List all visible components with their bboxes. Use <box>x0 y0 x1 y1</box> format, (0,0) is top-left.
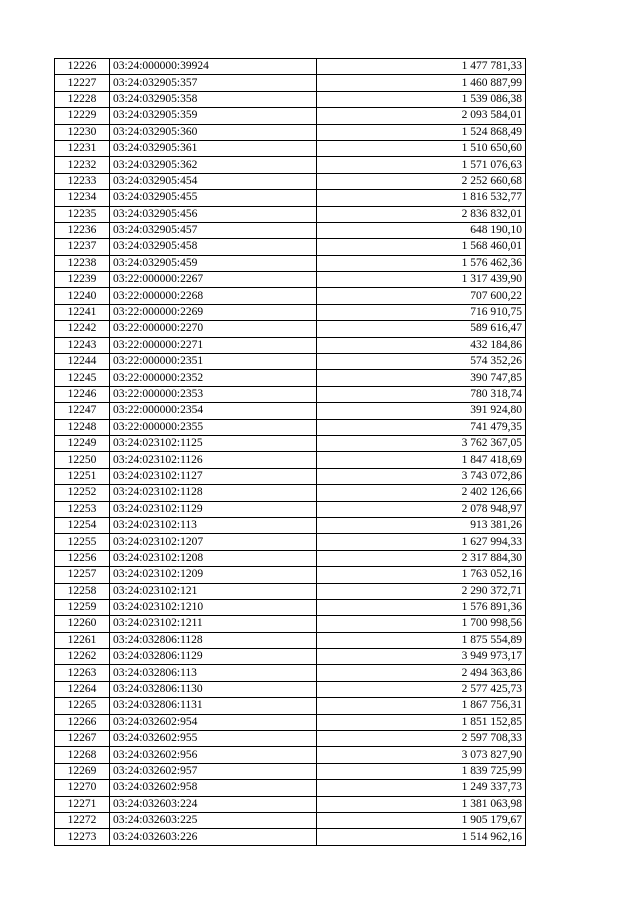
cadastral-value-cell: 1 847 418,69 <box>317 452 526 468</box>
row-number-cell: 12249 <box>55 435 110 451</box>
cadastral-number-cell: 03:24:032603:224 <box>110 796 317 812</box>
row-number-cell: 12259 <box>55 599 110 615</box>
row-number-cell: 12243 <box>55 337 110 353</box>
table-row <box>55 812 526 828</box>
cadastral-value-cell: 1 867 756,31 <box>317 698 526 714</box>
cadastral-value-cell: 1 249 337,73 <box>317 780 526 796</box>
cadastral-number-cell: 03:24:032603:226 <box>110 829 317 845</box>
row-number-cell: 12245 <box>55 370 110 386</box>
cadastral-number-cell: 03:22:000000:2351 <box>110 354 317 370</box>
cadastral-number-cell: 03:24:032905:357 <box>110 75 317 91</box>
cadastral-value-cell: 1 514 962,16 <box>317 829 526 845</box>
cadastral-number-cell: 03:22:000000:2352 <box>110 370 317 386</box>
table-row <box>55 59 526 75</box>
cadastral-value-cell: 1 627 994,33 <box>317 534 526 550</box>
cadastral-value-cell: 1 381 063,98 <box>317 796 526 812</box>
table-row <box>55 91 526 107</box>
cadastral-value-cell: 2 494 363,86 <box>317 665 526 681</box>
cadastral-value-cell: 1 816 532,77 <box>317 190 526 206</box>
cadastral-value-cell: 2 078 948,97 <box>317 501 526 517</box>
row-number-cell: 12231 <box>55 140 110 156</box>
cadastral-value-cell: 589 616,47 <box>317 321 526 337</box>
table-row <box>55 354 526 370</box>
table-row <box>55 272 526 288</box>
cadastral-value-cell: 1 875 554,89 <box>317 632 526 648</box>
row-number-cell: 12272 <box>55 812 110 828</box>
cadastral-number-cell: 03:24:023102:1210 <box>110 599 317 615</box>
cadastral-number-cell: 03:24:032602:956 <box>110 747 317 763</box>
table-row <box>55 731 526 747</box>
cadastral-number-cell: 03:24:032905:360 <box>110 124 317 140</box>
cadastral-number-cell: 03:24:032806:1128 <box>110 632 317 648</box>
cadastral-number-cell: 03:22:000000:2270 <box>110 321 317 337</box>
cadastral-number-cell: 03:22:000000:2271 <box>110 337 317 353</box>
cadastral-number-cell: 03:22:000000:2354 <box>110 403 317 419</box>
cadastral-value-cell: 2 597 708,33 <box>317 731 526 747</box>
cadastral-value-cell: 3 743 072,86 <box>317 468 526 484</box>
table-row <box>55 501 526 517</box>
row-number-cell: 12250 <box>55 452 110 468</box>
cadastral-value-cell: 3 949 973,17 <box>317 649 526 665</box>
row-number-cell: 12239 <box>55 272 110 288</box>
table-row <box>55 124 526 140</box>
cadastral-number-cell: 03:24:032905:457 <box>110 222 317 238</box>
table-row <box>55 747 526 763</box>
row-number-cell: 12273 <box>55 829 110 845</box>
row-number-cell: 12268 <box>55 747 110 763</box>
table-row <box>55 173 526 189</box>
table-row <box>55 452 526 468</box>
table-row <box>55 140 526 156</box>
row-number-cell: 12261 <box>55 632 110 648</box>
row-number-cell: 12262 <box>55 649 110 665</box>
cadastral-number-cell: 03:24:023102:113 <box>110 517 317 533</box>
cadastral-number-cell: 03:24:023102:1207 <box>110 534 317 550</box>
row-number-cell: 12247 <box>55 403 110 419</box>
table-row <box>55 190 526 206</box>
cadastral-number-cell: 03:24:032905:456 <box>110 206 317 222</box>
row-number-cell: 12236 <box>55 222 110 238</box>
row-number-cell: 12242 <box>55 321 110 337</box>
row-number-cell: 12234 <box>55 190 110 206</box>
cadastral-value-cell: 1 905 179,67 <box>317 812 526 828</box>
row-number-cell: 12229 <box>55 108 110 124</box>
cadastral-value-cell: 1 839 725,99 <box>317 763 526 779</box>
cadastral-number-cell: 03:24:032905:458 <box>110 239 317 255</box>
table-row <box>55 632 526 648</box>
cadastral-value-cell: 2 577 425,73 <box>317 681 526 697</box>
table-row <box>55 386 526 402</box>
table-row <box>55 567 526 583</box>
table-body <box>55 59 526 846</box>
cadastral-number-cell: 03:24:023102:1208 <box>110 550 317 566</box>
cadastral-number-cell: 03:24:023102:121 <box>110 583 317 599</box>
cadastral-value-cell: 1 510 650,60 <box>317 140 526 156</box>
table-row <box>55 337 526 353</box>
cadastral-value-cell: 390 747,85 <box>317 370 526 386</box>
row-number-cell: 12235 <box>55 206 110 222</box>
cadastral-value-cell: 574 352,26 <box>317 354 526 370</box>
row-number-cell: 12230 <box>55 124 110 140</box>
cadastral-value-cell: 2 402 126,66 <box>317 485 526 501</box>
cadastral-number-cell: 03:24:032905:459 <box>110 255 317 271</box>
cadastral-value-cell: 3 073 827,90 <box>317 747 526 763</box>
cadastral-value-cell: 1 851 152,85 <box>317 714 526 730</box>
table-row <box>55 485 526 501</box>
cadastral-number-cell: 03:24:032603:225 <box>110 812 317 828</box>
cadastral-value-cell: 2 093 584,01 <box>317 108 526 124</box>
cadastral-number-cell: 03:22:000000:2353 <box>110 386 317 402</box>
table-row <box>55 468 526 484</box>
row-number-cell: 12241 <box>55 304 110 320</box>
row-number-cell: 12257 <box>55 567 110 583</box>
cadastral-number-cell: 03:24:032905:455 <box>110 190 317 206</box>
cadastral-value-cell: 1 571 076,63 <box>317 157 526 173</box>
cadastral-value-cell: 707 600,22 <box>317 288 526 304</box>
row-number-cell: 12256 <box>55 550 110 566</box>
cadastral-number-cell: 03:22:000000:2269 <box>110 304 317 320</box>
row-number-cell: 12270 <box>55 780 110 796</box>
table-row <box>55 681 526 697</box>
table-row <box>55 714 526 730</box>
cadastral-number-cell: 03:24:032806:1130 <box>110 681 317 697</box>
cadastral-value-cell: 913 381,26 <box>317 517 526 533</box>
cadastral-number-cell: 03:24:032905:358 <box>110 91 317 107</box>
table-row <box>55 206 526 222</box>
row-number-cell: 12237 <box>55 239 110 255</box>
cadastral-value-cell: 648 190,10 <box>317 222 526 238</box>
row-number-cell: 12266 <box>55 714 110 730</box>
cadastral-number-cell: 03:24:032905:359 <box>110 108 317 124</box>
row-number-cell: 12254 <box>55 517 110 533</box>
cadastral-number-cell: 03:24:032806:1129 <box>110 649 317 665</box>
table-row <box>55 517 526 533</box>
table-row <box>55 75 526 91</box>
cadastral-value-cell: 1 460 887,99 <box>317 75 526 91</box>
table-row <box>55 763 526 779</box>
cadastral-value-cell: 1 477 781,33 <box>317 59 526 75</box>
row-number-cell: 12260 <box>55 616 110 632</box>
row-number-cell: 12246 <box>55 386 110 402</box>
cadastral-value-cell: 1 568 460,01 <box>317 239 526 255</box>
table-row <box>55 419 526 435</box>
row-number-cell: 12233 <box>55 173 110 189</box>
table-row <box>55 698 526 714</box>
table-row <box>55 157 526 173</box>
cadastral-value-cell: 741 479,35 <box>317 419 526 435</box>
row-number-cell: 12255 <box>55 534 110 550</box>
cadastral-number-cell: 03:24:023102:1128 <box>110 485 317 501</box>
cadastral-value-cell: 716 910,75 <box>317 304 526 320</box>
table-row <box>55 108 526 124</box>
table-row <box>55 780 526 796</box>
cadastral-number-cell: 03:24:023102:1209 <box>110 567 317 583</box>
cadastral-number-cell: 03:24:023102:1125 <box>110 435 317 451</box>
table-row <box>55 321 526 337</box>
row-number-cell: 12248 <box>55 419 110 435</box>
cadastral-number-cell: 03:24:032905:362 <box>110 157 317 173</box>
cadastral-number-cell: 03:22:000000:2355 <box>110 419 317 435</box>
cadastral-value-table <box>54 58 526 846</box>
cadastral-value-cell: 1 763 052,16 <box>317 567 526 583</box>
table-row <box>55 403 526 419</box>
row-number-cell: 12267 <box>55 731 110 747</box>
cadastral-number-cell: 03:24:032602:955 <box>110 731 317 747</box>
row-number-cell: 12258 <box>55 583 110 599</box>
cadastral-value-cell: 1 524 868,49 <box>317 124 526 140</box>
table-row <box>55 288 526 304</box>
cadastral-number-cell: 03:24:023102:1211 <box>110 616 317 632</box>
table-row <box>55 370 526 386</box>
cadastral-number-cell: 03:24:032806:113 <box>110 665 317 681</box>
cadastral-number-cell: 03:24:032806:1131 <box>110 698 317 714</box>
row-number-cell: 12244 <box>55 354 110 370</box>
cadastral-value-cell: 3 762 367,05 <box>317 435 526 451</box>
cadastral-value-cell: 2 290 372,71 <box>317 583 526 599</box>
table-row <box>55 649 526 665</box>
row-number-cell: 12240 <box>55 288 110 304</box>
cadastral-number-cell: 03:22:000000:2267 <box>110 272 317 288</box>
cadastral-value-cell: 780 318,74 <box>317 386 526 402</box>
cadastral-value-cell: 2 836 832,01 <box>317 206 526 222</box>
row-number-cell: 12227 <box>55 75 110 91</box>
table-row <box>55 222 526 238</box>
table-row <box>55 665 526 681</box>
cadastral-number-cell: 03:24:023102:1127 <box>110 468 317 484</box>
table-row <box>55 796 526 812</box>
table-row <box>55 239 526 255</box>
table-row <box>55 616 526 632</box>
row-number-cell: 12269 <box>55 763 110 779</box>
table-row <box>55 304 526 320</box>
row-number-cell: 12265 <box>55 698 110 714</box>
cadastral-value-cell: 1 700 998,56 <box>317 616 526 632</box>
table-row <box>55 583 526 599</box>
table-row <box>55 255 526 271</box>
cadastral-number-cell: 03:24:032905:454 <box>110 173 317 189</box>
table-row <box>55 550 526 566</box>
table-row <box>55 599 526 615</box>
row-number-cell: 12252 <box>55 485 110 501</box>
cadastral-number-cell: 03:24:032602:957 <box>110 763 317 779</box>
row-number-cell: 12238 <box>55 255 110 271</box>
cadastral-number-cell: 03:24:000000:39924 <box>110 59 317 75</box>
cadastral-value-cell: 1 576 462,36 <box>317 255 526 271</box>
row-number-cell: 12253 <box>55 501 110 517</box>
cadastral-value-cell: 391 924,80 <box>317 403 526 419</box>
cadastral-number-cell: 03:22:000000:2268 <box>110 288 317 304</box>
row-number-cell: 12251 <box>55 468 110 484</box>
cadastral-value-cell: 1 317 439,90 <box>317 272 526 288</box>
row-number-cell: 12226 <box>55 59 110 75</box>
row-number-cell: 12232 <box>55 157 110 173</box>
cadastral-value-cell: 2 317 884,30 <box>317 550 526 566</box>
row-number-cell: 12264 <box>55 681 110 697</box>
cadastral-number-cell: 03:24:032602:958 <box>110 780 317 796</box>
cadastral-number-cell: 03:24:032602:954 <box>110 714 317 730</box>
row-number-cell: 12263 <box>55 665 110 681</box>
cadastral-value-cell: 432 184,86 <box>317 337 526 353</box>
cadastral-value-cell: 2 252 660,68 <box>317 173 526 189</box>
cadastral-number-cell: 03:24:032905:361 <box>110 140 317 156</box>
cadastral-number-cell: 03:24:023102:1126 <box>110 452 317 468</box>
table-row <box>55 435 526 451</box>
cadastral-value-cell: 1 539 086,38 <box>317 91 526 107</box>
cadastral-number-cell: 03:24:023102:1129 <box>110 501 317 517</box>
row-number-cell: 12228 <box>55 91 110 107</box>
row-number-cell: 12271 <box>55 796 110 812</box>
cadastral-value-cell: 1 576 891,36 <box>317 599 526 615</box>
table-row <box>55 534 526 550</box>
table-row <box>55 829 526 845</box>
